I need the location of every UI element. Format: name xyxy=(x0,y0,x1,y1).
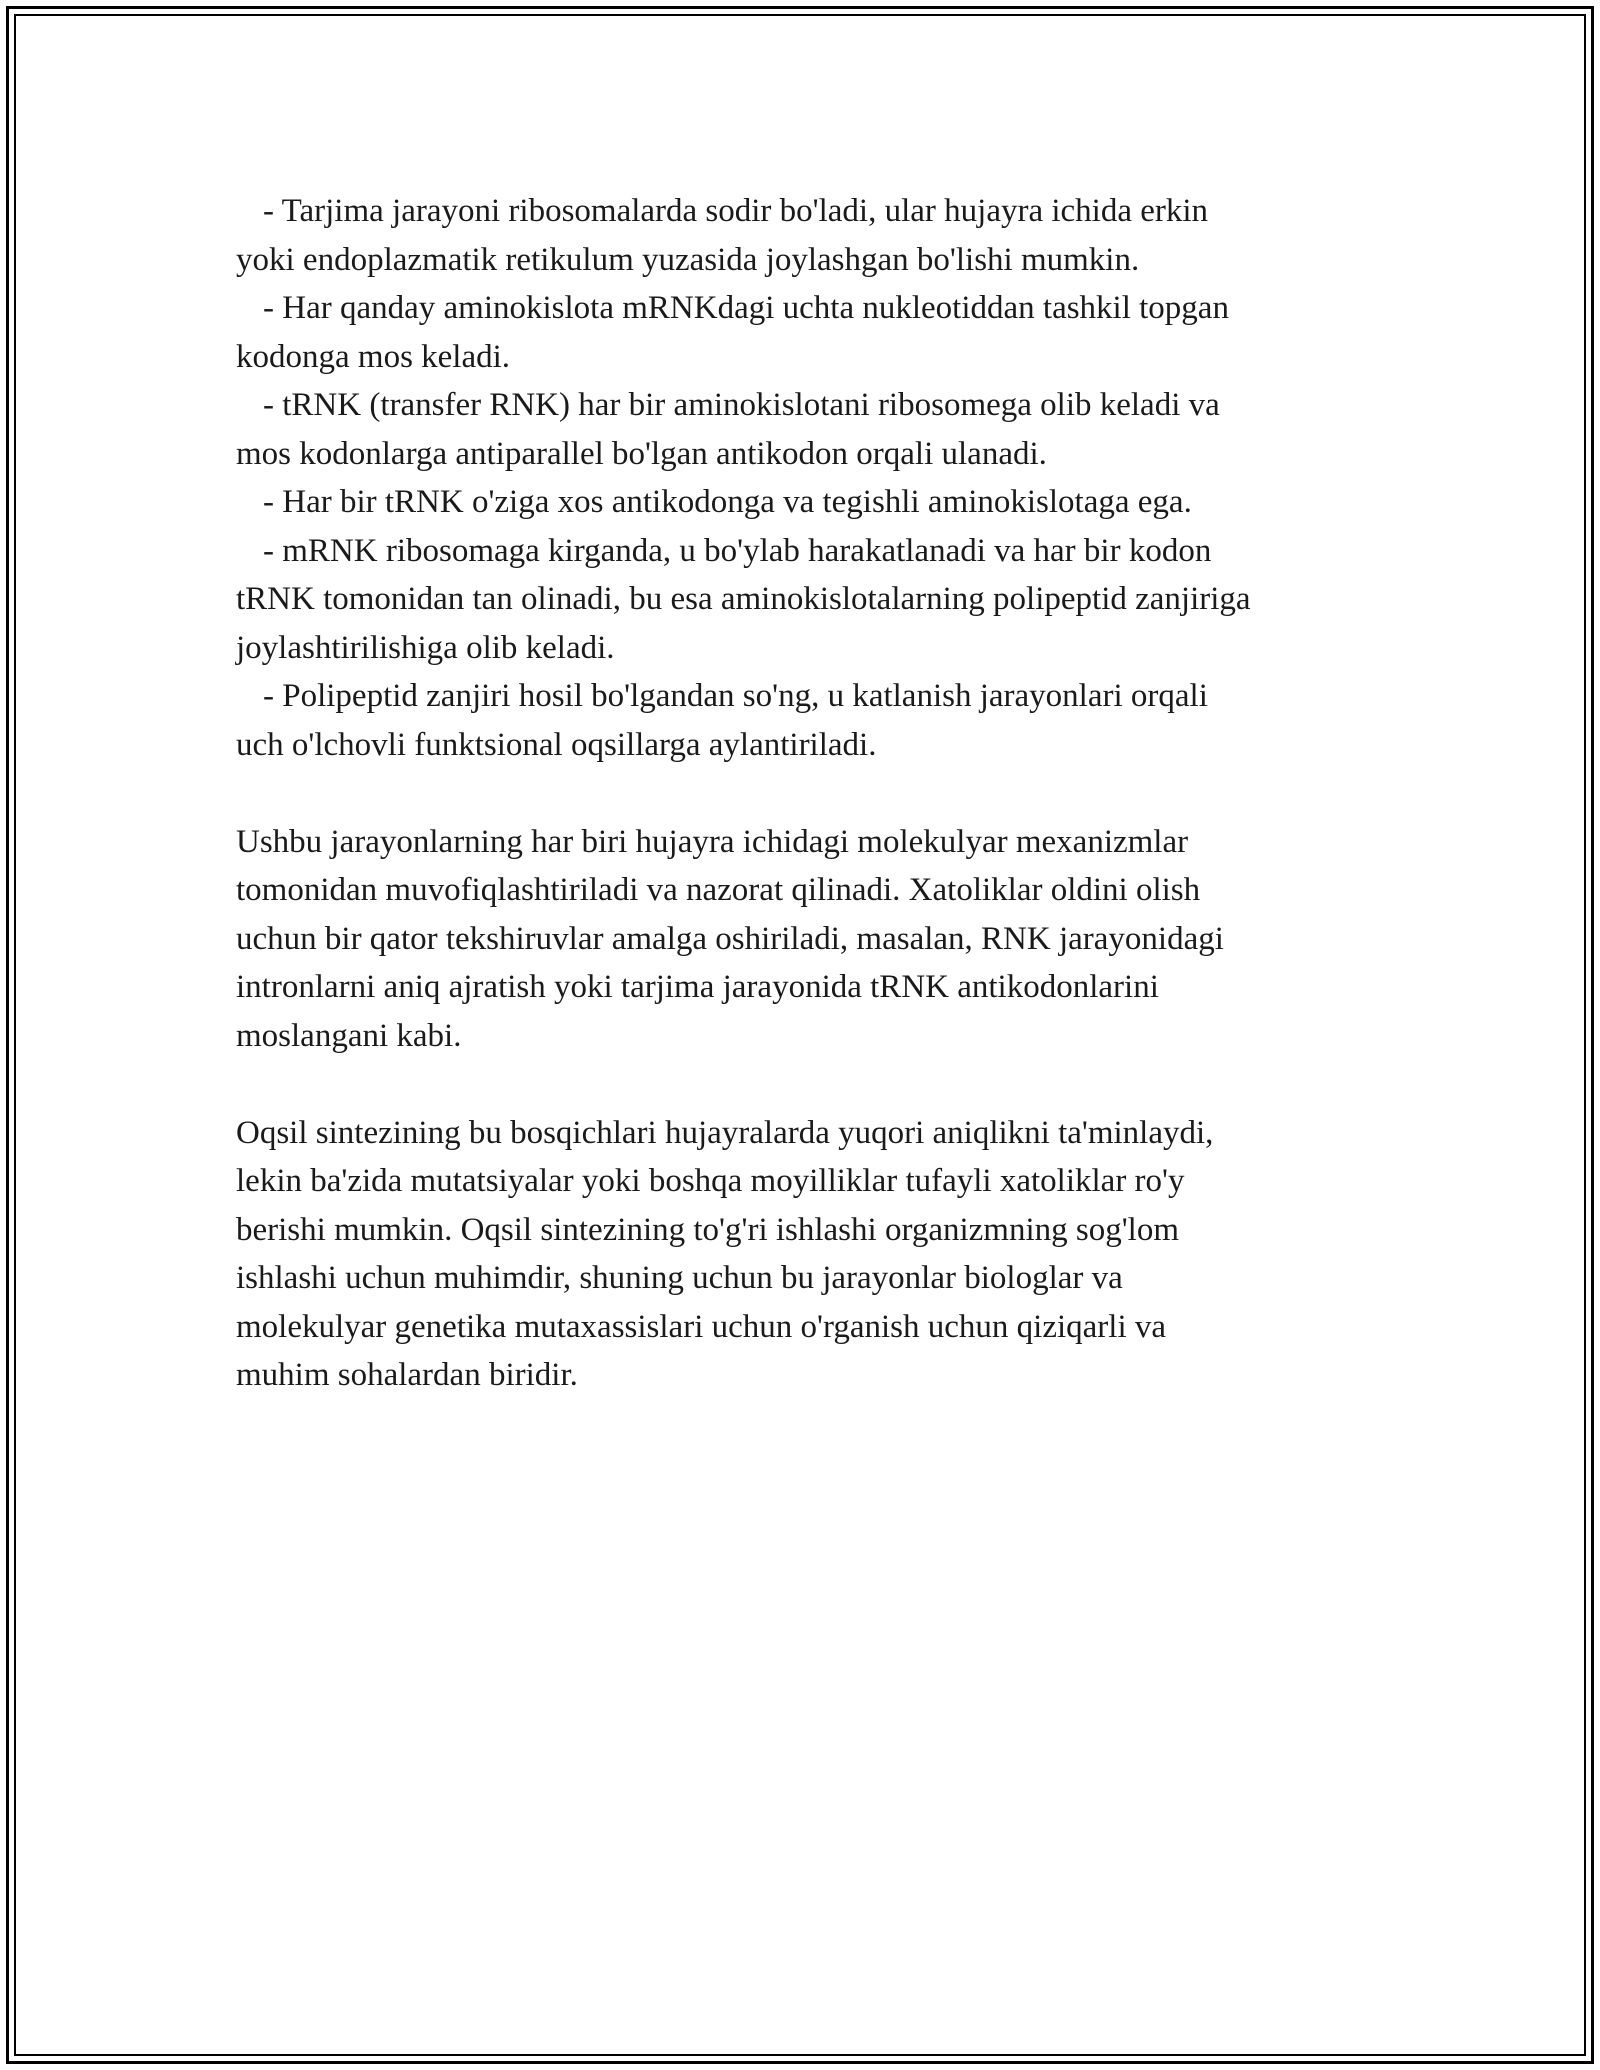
paragraph-line: lekin ba'zida mutatsiyalar yoki boshqa moyilliklar tufayli xatoliklar ro'y xyxy=(236,1163,1185,1199)
bullet-item-text: kodonga mos keladi. xyxy=(236,338,511,375)
bullet-item-text: tRNK tomonidan tan olinadi, bu esa aminokislotalarning polipeptid zanjiriga xyxy=(236,581,1251,617)
paragraph-gap xyxy=(236,769,1416,818)
bullet-item-text: - Tarjima jarayoni ribosomalarda sodir bo'ladi, ular hujayra ichida erkin xyxy=(263,193,1209,229)
paragraph-3 xyxy=(236,1109,1416,1400)
bullet-item-text: - mRNK ribosomaga kirganda, u bo'ylab harakatlanadi va har bir kodon xyxy=(263,532,1212,569)
bullet-item-text: joylashtirilishiga olib keladi. xyxy=(236,629,615,666)
bullet-item-text: mos kodonlarga antiparallel bo'lgan antikodon orqali ulanadi. xyxy=(236,435,1047,472)
bullet-item-text: - Har qanday aminokislota mRNKdagi uchta nukleotiddan tashkil topgan xyxy=(263,290,1229,326)
bullet-item-text: - Polipeptid zanjiri hosil bo'lgandan so'ng, u katlanish jarayonlari orqali xyxy=(263,678,1208,714)
paragraph-line: tomonidan muvofiqlashtiriladi va nazorat qilinadi. Xatoliklar oldini olish xyxy=(236,872,1201,908)
paragraph-line: muhim sohalardan biridir. xyxy=(236,1357,578,1393)
paragraph-line: ishlashi uchun muhimdir, shuning uchun bu jarayonlar biologlar va xyxy=(236,1260,1123,1296)
paragraph-2 xyxy=(236,818,1416,1061)
paragraph-line: moslangani kabi. xyxy=(236,1017,462,1054)
paragraph-line: Ushbu jarayonlarning har biri hujayra ichidagi molekulyar mexanizmlar xyxy=(236,823,1189,860)
bullet-item-text: uch o'lchovli funktsional oqsillarga aylantiriladi. xyxy=(236,726,877,763)
paragraph-line: berishi mumkin. Oqsil sintezining to'g'ri ishlashi organizmning sog'lom xyxy=(236,1211,1180,1248)
paragraph-line: molekulyar genetika mutaxassislari uchun o'rganish uchun qiziqarli va xyxy=(236,1308,1167,1345)
paragraph-gap xyxy=(236,1060,1416,1109)
paragraph-line: intronlarni aniq ajratish yoki tarjima jarayonida tRNK antikodonlarini xyxy=(236,969,1159,1005)
paragraph-line: uchun bir qator tekshiruvlar amalga oshiriladi, masalan, RNK jarayonidagi xyxy=(236,920,1224,957)
bullet-item-text: - tRNK (transfer RNK) har bir aminokislotani ribosomega olib keladi va xyxy=(263,387,1220,423)
bullet-list xyxy=(236,187,1416,769)
bullet-item-text: - Har bir tRNK o'ziga xos antikodonga va tegishli aminokislotaga ega. xyxy=(263,484,1192,520)
document-body xyxy=(236,187,1416,1400)
bullet-item-text: yoki endoplazmatik retikulum yuzasida joylashgan bo'lishi mumkin. xyxy=(236,241,1140,278)
paragraph-line: Oqsil sintezining bu bosqichlari hujayralarda yuqori aniqlikni ta'minlaydi, xyxy=(236,1114,1214,1151)
